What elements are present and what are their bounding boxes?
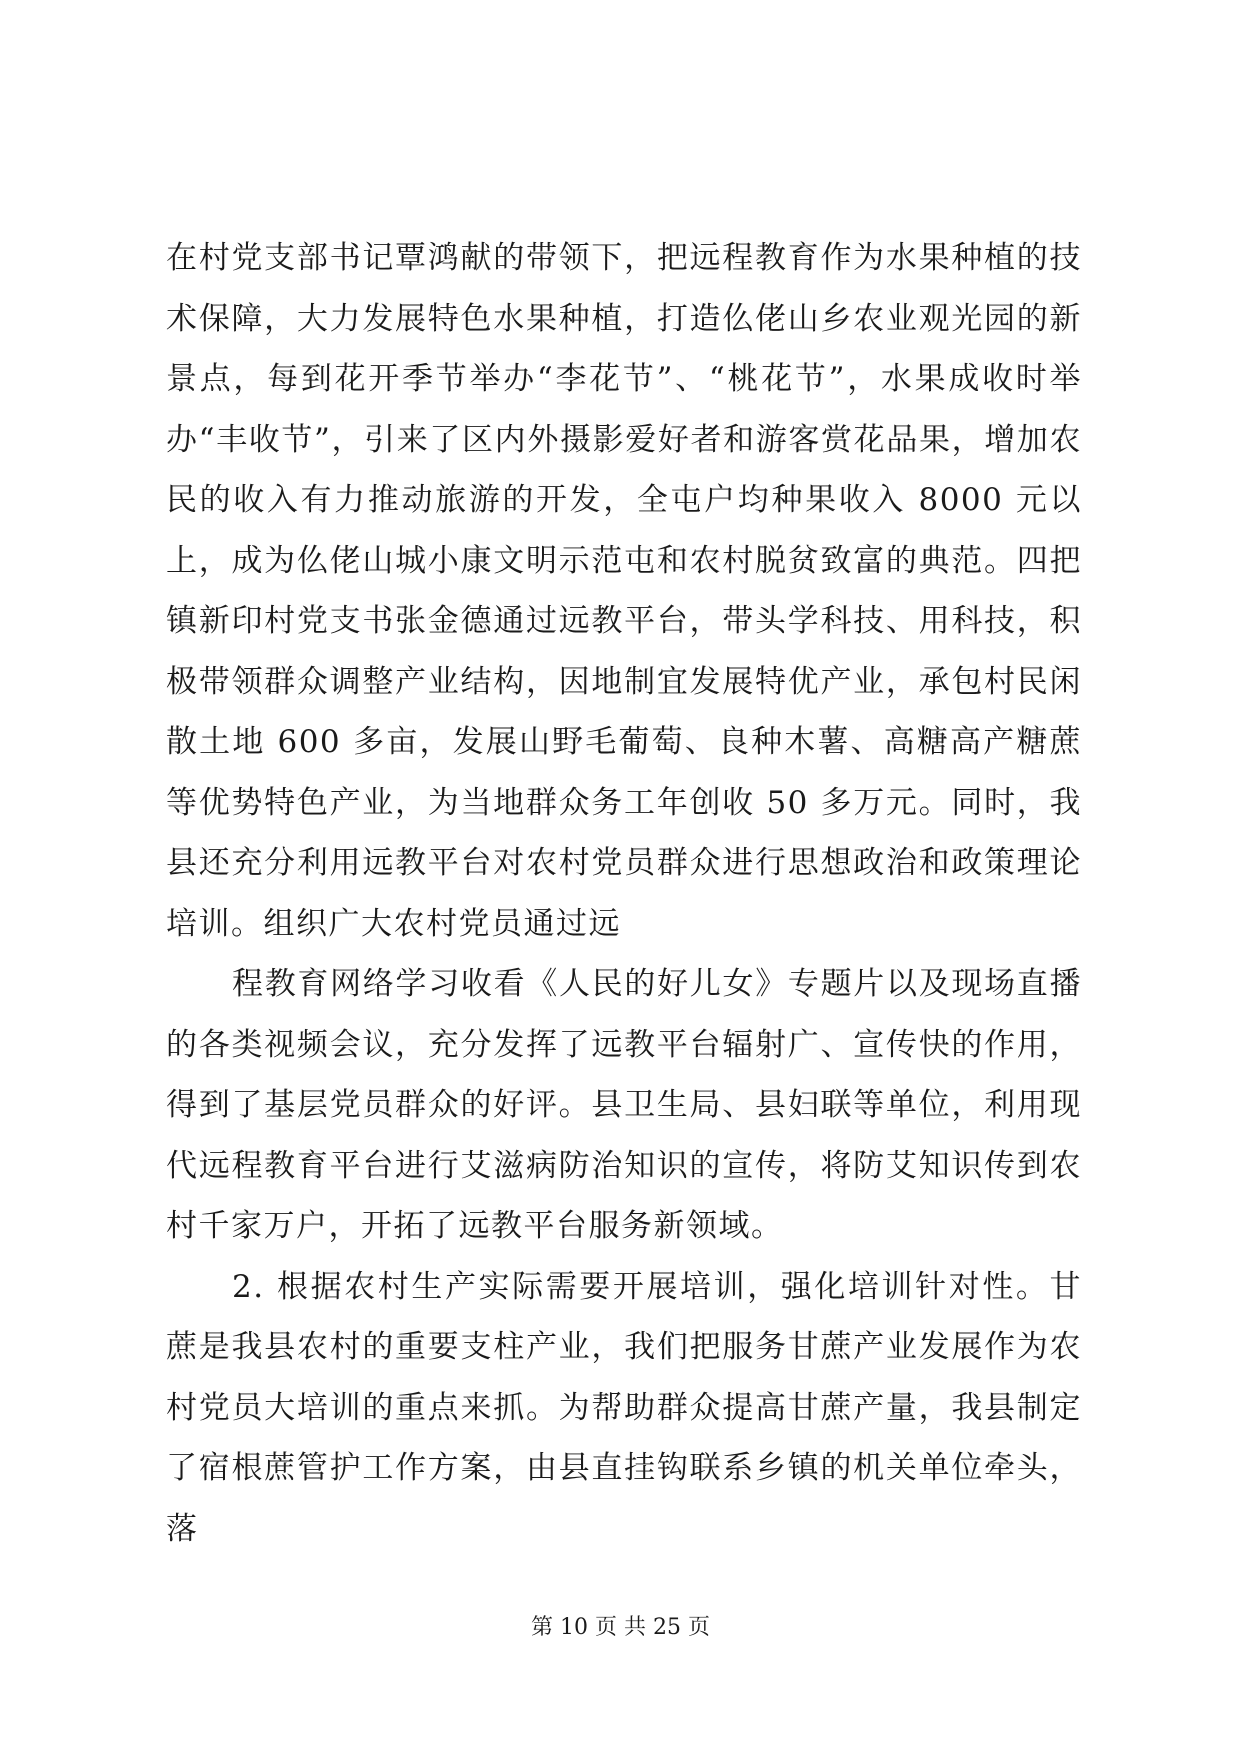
paragraph-1: 在村党支部书记覃鸿献的带领下，把远程教育作为水果种植的技术保障，大力发展特色水果种植，打造仫佬山乡农业观光园的新景点，每到花开季节举办“李花节”、“桃花节”，水果成收时举办“丰收节”，引来了区内外摄影爱好者和游客赏花品果，增加农民的收入有力推动旅游的开发，全屯户均种果收入 8000 元以上，成为仫佬山城小康文明示范屯和农村脱贫致富的典范。四把镇新印村党支书张金德通过远教平台，带头学科技、用科技，积极带领群众调整产业结构，因地制宜发展特优产业，承包村民闲散土地 600 多亩，发展山野毛葡萄、良种木薯、高糖高产糖蔗等优势特色产业，为当地群众务工年创收 50 多万元。同时，我县还充分利用远教平台对农村党员群众进行思想政治和政策理论培训。组织广大农村党员通过远 — [166, 240, 1082, 942]
body-text — [166, 228, 1082, 1559]
paragraph-3: 2. 根据农村生产实际需要开展培训，强化培训针对性。甘蔗是我县农村的重要支柱产业，我们把服务甘蔗产业发展作为农村党员大培训的重点来抓。为帮助群众提高甘蔗产量，我县制定了宿根蔗管护工作方案，由县直挂钩联系乡镇的机关单位牵头，落 — [166, 1268, 1082, 1547]
page-footer — [0, 1613, 1241, 1643]
paragraph-2: 程教育网络学习收看《人民的好儿女》专题片以及现场直播的各类视频会议，充分发挥了远教平台辐射广、宣传快的作用，得到了基层党员群众的好评。县卫生局、县妇联等单位，利用现代远程教育平台进行艾滋病防治知识的宣传，将防艾知识传到农村千家万户，开拓了远教平台服务新领域。 — [166, 966, 1082, 1244]
page-number-label: 第 10 页 共 25 页 — [531, 1615, 710, 1640]
